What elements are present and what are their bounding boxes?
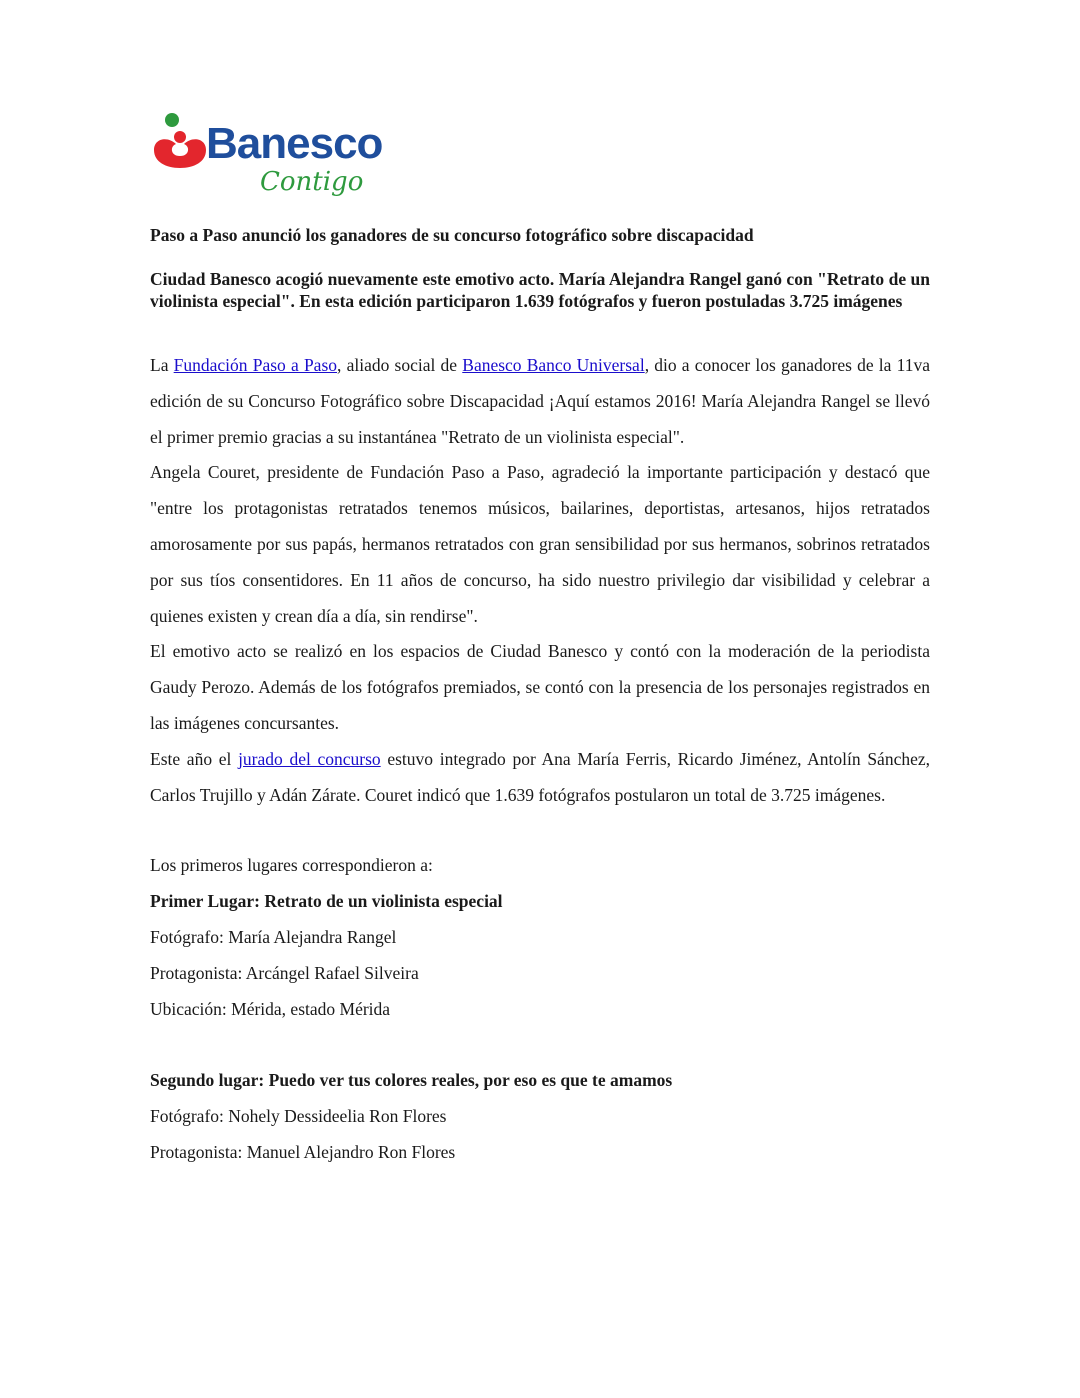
logo-brand-text: Banesco	[206, 119, 383, 168]
article-subhead: Ciudad Banesco acogió nuevamente este emotivo acto. María Alejandra Rangel ganó con "Retrato de un violinista especial". En esta edición participaron 1.639 fotógrafos y fueron postuladas 3.725 imágenes	[150, 269, 930, 311]
paragraph-1-text-b: , aliado social de	[337, 355, 463, 375]
paragraph-4	[150, 742, 930, 814]
paragraph-3: El emotivo acto se realizó en los espacios de Ciudad Banesco y contó con la moderación de la periodista Gaudy Perozo. Además de los fotógrafos premiados, se contó con la presencia de los personajes registrados en las imágenes concursantes.	[150, 641, 930, 733]
winner-first-place	[150, 884, 930, 1027]
article-body	[150, 348, 930, 813]
winners-intro: Los primeros lugares correspondieron a:	[150, 855, 433, 876]
winner-protagonist: Protagonista: Manuel Alejandro Ron Flores	[150, 1141, 456, 1162]
paragraph-1-text-a: La	[150, 355, 174, 375]
winner-location: Ubicación: Mérida, estado Mérida	[150, 998, 391, 1019]
document-page	[150, 108, 930, 1171]
logo-tagline-text: Contigo	[260, 167, 364, 197]
winner-protagonist: Protagonista: Arcángel Rafael Silveira	[150, 962, 419, 983]
paragraph-4-text-b: estuvo integrado por Ana María Ferris, Ricardo Jiménez, Antolín Sánchez, Carlos Trujillo y Adán Zárate. Couret indicó que 1.639 fotógrafos postularon un total de 3.725 imágenes.	[150, 748, 930, 805]
banesco-logo	[150, 108, 410, 204]
winner-place-title: Segundo lugar: Puedo ver tus colores reales, por eso es que te amamos	[150, 1070, 673, 1091]
fundacion-paso-a-paso-link[interactable]: Fundación Paso a Paso	[173, 355, 338, 375]
jurado-del-concurso-link[interactable]: jurado del concurso	[238, 748, 381, 769]
banesco-banco-universal-link[interactable]: Banesco Banco Universal	[462, 355, 645, 375]
article-headline: Paso a Paso anunció los ganadores de su concurso fotográfico sobre discapacidad	[150, 225, 754, 245]
winner-second-place	[150, 1063, 930, 1170]
winner-photographer: Fotógrafo: Nohely Dessideelia Ron Flores	[150, 1106, 447, 1127]
winner-place-title: Primer Lugar: Retrato de un violinista especial	[150, 891, 503, 912]
winner-photographer: Fotógrafo: María Alejandra Rangel	[150, 926, 397, 947]
paragraph-2: Angela Couret, presidente de Fundación Paso a Paso, agradeció la importante participación y destacó que "entre los protagonistas retratados tenemos músicos, bailarines, deportistas, artesanos, hijos retratados amorosamente por sus papás, hermanos retratados con gran sensibilidad por sus hermanos, sobrinos retratados por sus tíos consentidores. En 11 años de concurso, ha sido nuestro privilegio dar visibilidad y celebrar a quienes existen y crean día a día, sin rendirse".	[150, 462, 930, 626]
paragraph-1-text-c: , dio a conocer los ganadores de la 11va edición de su Concurso Fotográfico sobre Discapacidad ¡Aquí estamos 2016! María Alejandra Rangel se llevó el primer premio gracias a su instantánea "Retrato de un violinista especial".	[150, 355, 930, 447]
paragraph-1	[150, 348, 930, 455]
paragraph-4-text-a: Este año el	[150, 748, 239, 769]
banesco-logo-mark	[150, 108, 410, 204]
